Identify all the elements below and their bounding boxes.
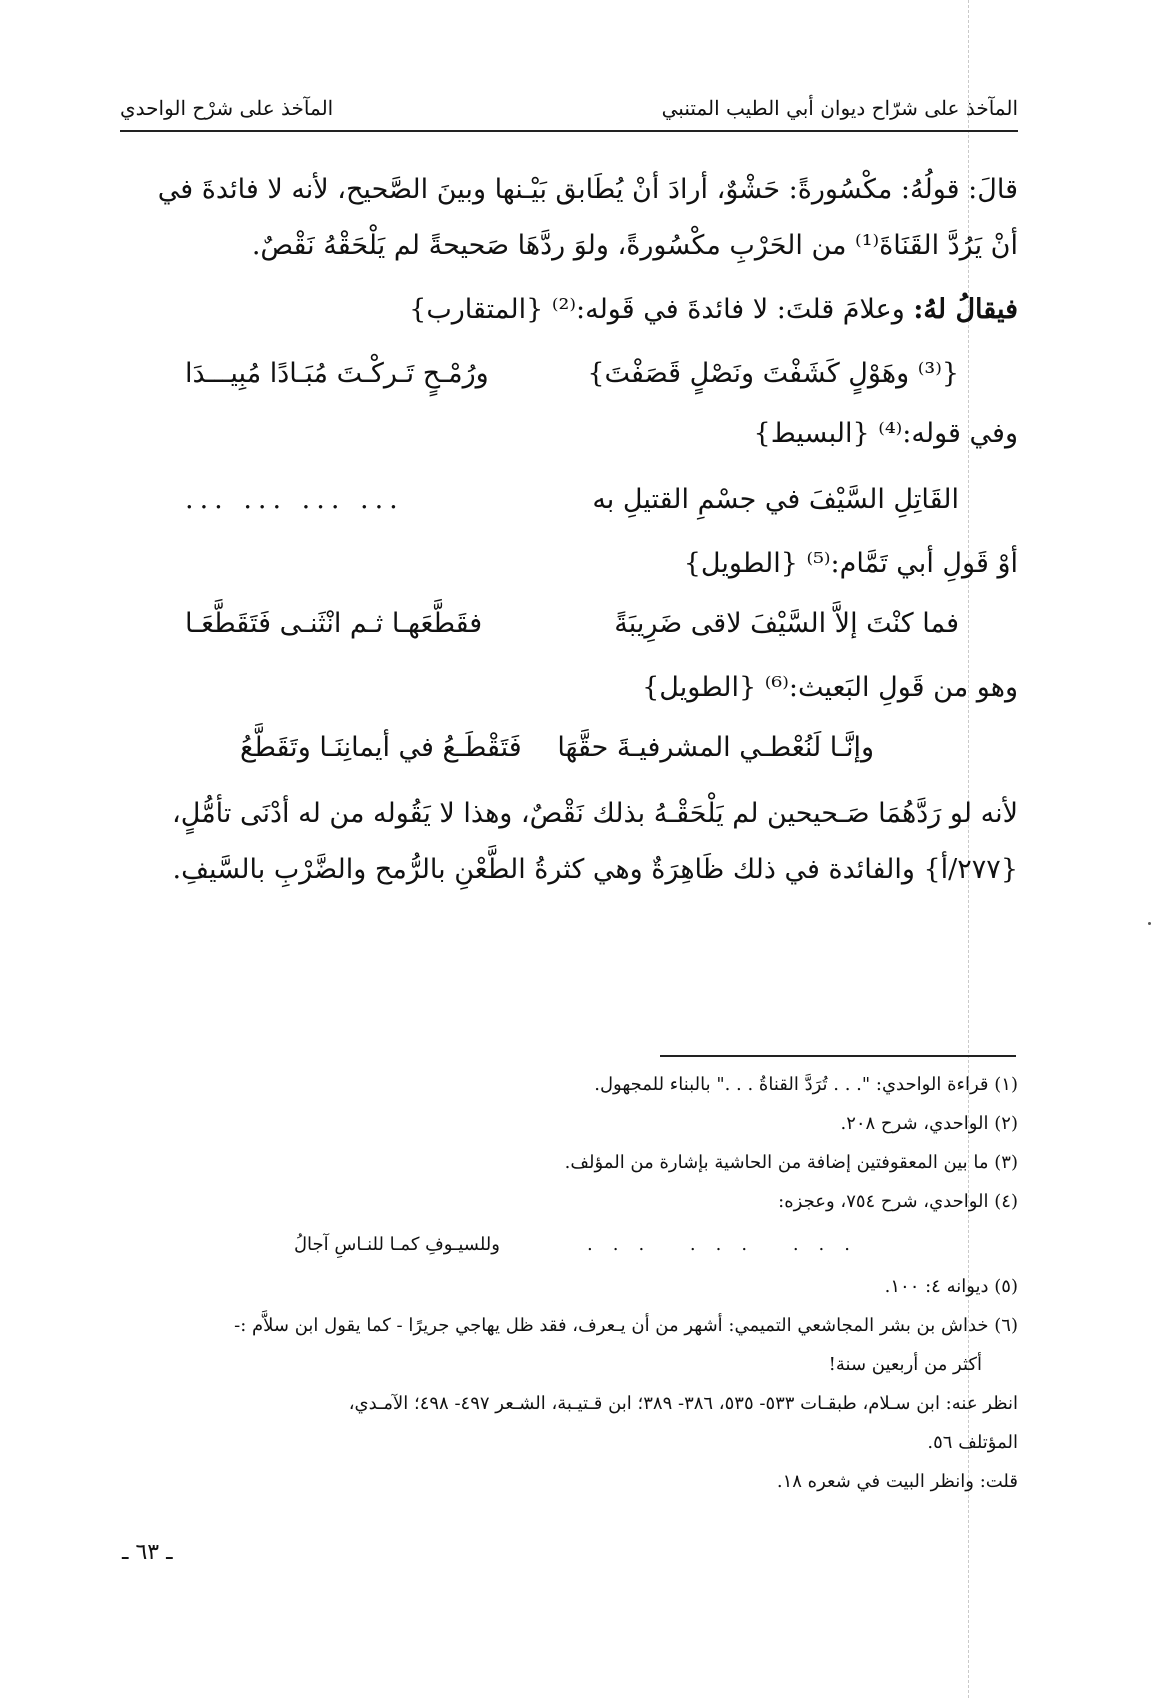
body-line-4: وفي قوله:⁽⁴⁾ {البسيط} xyxy=(753,418,1018,449)
body-line-5: أوْ قَولِ أبي تَمَّام:⁽⁵⁾ {الطويل} xyxy=(683,548,1018,579)
header-rule xyxy=(120,130,1018,132)
body-line-6: وهو من قَولِ البَعيث:⁽⁶⁾ {الطويل} xyxy=(642,672,1018,703)
body-line-2: أنْ يَرُدَّ القَنَاةَ⁽¹⁾ من الحَرْبِ مكْسُورةً، ولوَ ردَّهَا صَحيحةً لم يَلْحَقْهُ نَقْصٌ. xyxy=(251,230,1018,261)
body-line-3 xyxy=(138,290,1018,330)
footnote-4: (٤) الواحدي، شرح ٧٥٤، وعجزه: xyxy=(778,1191,1018,1212)
footnote-2: (٢) الواحدي، شرح ٢٠٨. xyxy=(840,1113,1018,1134)
header-chapter-title: المآخذ على شرْح الواحدي xyxy=(120,96,334,120)
body-line-1: قالَ: قولُهُ: مكْسُورةً: حَشْوٌ، أرادَ أنْ يُطَابق بَيْـنها وبينَ الصَّحيح، لأنه لا فائدةَ في xyxy=(157,174,1018,205)
body-line-8: {٢٧٧/أ} والفائدة في ذلك ظَاهِرَةٌ وهي كثرةُ الطَّعْنِ بالرُّمح والضَّرْبِ بالسَّيفِ. xyxy=(172,854,1018,885)
footnote-4-verse-first: ... ... ... xyxy=(587,1234,870,1255)
verse-3-first-hemistich: فما كنْتَ إلاَّ السَّيْفَ لاقى ضَرِيبَةً xyxy=(614,608,959,639)
verse-4-second-hemistich: فَتَقْطَـعُ في أيمانِنَـا وتَقَطَّعُ xyxy=(240,732,522,763)
verse-1-first-hemistich: {⁽³⁾ وهَوْلٍ كَشَفْتَ ونَصْلٍ قَصَفْتَ} xyxy=(587,358,959,389)
verse-2-first-hemistich: القَاتِلِ السَّيْفَ في جسْمِ القتيلِ به xyxy=(592,484,959,515)
running-header xyxy=(120,86,1018,130)
footnote-6-continuation: أكثر من أربعين سنة! xyxy=(828,1354,982,1375)
body-line-7: لأنه لو رَدَّهُمَا صَـحيحين لم يَلْحَقْـهُ بذلك نَقْصٌ، وهذا لا يَقُوله من له أدْنَى تأمُّلٍ، xyxy=(172,798,1018,829)
verse-1-second-hemistich: ورُمْـحٍ تَـركْـتَ مُبَـادًا مُبِيـــدَا xyxy=(185,358,489,389)
footnote-rule xyxy=(660,1055,1016,1057)
footnote-4-verse-second: وللسيـوفِ كمـا للنـاسِ آجالُ xyxy=(293,1234,500,1255)
verse-2-second-hemistich: ... ... ... ... xyxy=(185,484,404,515)
verse-3-second-hemistich: فقَطَّعَهـا ثـم انْثَنـى فَتَقَطَّعَـا xyxy=(185,608,483,639)
footnote-6-references-continued: المؤتلف ٥٦. xyxy=(927,1432,1018,1453)
footnote-1: (١) قراءة الواحدي: ". . . تُرَدَّ القناةُ . . ." بالبناء للمجهول. xyxy=(594,1074,1018,1095)
footnote-3: (٣) ما بين المعقوفتين إضافة من الحاشية بإشارة من المؤلف. xyxy=(564,1152,1018,1173)
header-book-title: المآخذ على شرّاح ديوان أبي الطيب المتنبي xyxy=(661,96,1018,120)
footnote-6-note: قلت: وانظر البيت في شعره ١٨. xyxy=(776,1471,1018,1492)
body-line-3-text: وعلامَ قلتَ: لا فائدةَ في قَوله:⁽²⁾ {المتقارب} xyxy=(409,294,914,325)
footnote-5: (٥) ديوانه ٤: ١٠٠. xyxy=(884,1276,1018,1297)
speaker-label: فيقالُ لهُ: xyxy=(913,294,1018,325)
page-number: ـ ٦٣ ـ xyxy=(122,1540,173,1565)
footnote-6-references: انظر عنه: ابن سـلام، طبقـات ٥٣٣- ٥٣٥، ٣٨٦- ٣٨٩؛ ابن قـتيـبة، الشـعر ٤٩٧- ٤٩٨؛ الآمـدي، xyxy=(348,1393,1018,1414)
verse-4-first-hemistich: وإنَّـا لَنُعْطـي المشرفيـةَ حقَّهَا xyxy=(557,732,874,763)
footnote-6: (٦) خداش بن بشر المجاشعي التميمي: أشهر من أن يـعرف، فقد ظل يهاجي جريرًا - كما يقول ابن سلاَّم :- xyxy=(234,1315,1018,1336)
scan-speck xyxy=(1148,922,1151,925)
